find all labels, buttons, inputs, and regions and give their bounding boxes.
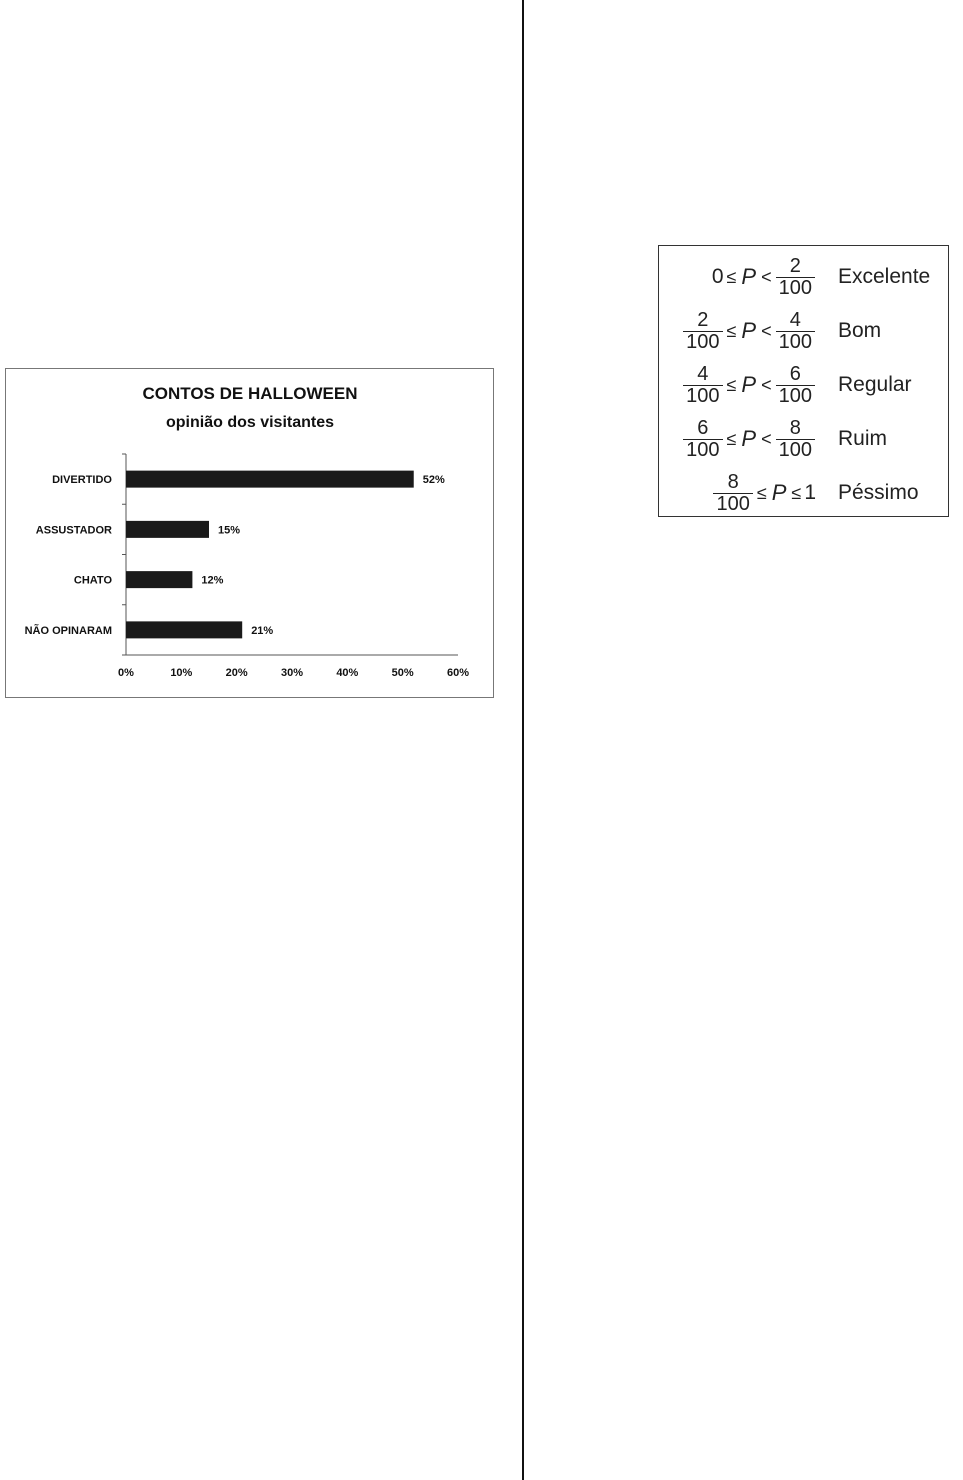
bar (126, 621, 242, 638)
lower-bound-fraction-denominator: 100 (683, 331, 722, 353)
bar-chart (5, 368, 494, 698)
interval-expression (682, 412, 816, 466)
upper-bound-fraction-denominator: 100 (776, 331, 815, 353)
rating-label: Regular (838, 373, 912, 396)
value-label: 12% (201, 574, 224, 587)
variable-p: P (741, 318, 757, 343)
x-tick-label: 50% (391, 667, 414, 679)
interval-expression (682, 358, 816, 412)
category-label: NÃO OPINARAM (24, 624, 112, 637)
value-label: 21% (251, 624, 274, 637)
x-tick-label: 10% (170, 667, 193, 679)
upper-bound-fraction-numerator: 4 (789, 308, 801, 331)
upper-bound-fraction-numerator: 2 (789, 254, 801, 277)
value-label: 15% (218, 524, 241, 537)
lower-bound-fraction-denominator: 100 (683, 439, 722, 461)
lower-bound-fraction-denominator: 100 (683, 385, 722, 407)
rating-row (659, 250, 948, 304)
operator: ≤ (756, 482, 767, 503)
bar (126, 471, 414, 488)
upper-bound-fraction-numerator: 6 (789, 362, 801, 385)
upper-bound-fraction (776, 418, 815, 461)
category-label: CHATO (73, 574, 112, 587)
lower-bound-fraction (683, 418, 722, 461)
rating-label: Ruim (838, 427, 888, 450)
bar (126, 521, 209, 538)
rating-row (659, 412, 948, 466)
rating-row (659, 466, 948, 520)
operator: < (761, 374, 772, 395)
upper-bound-fraction (776, 364, 815, 407)
upper-bound-fraction-denominator: 100 (776, 277, 815, 299)
rating-row (659, 304, 948, 358)
x-tick-label: 60% (446, 667, 470, 679)
variable-p: P (741, 264, 757, 289)
operator: ≤ (726, 374, 737, 395)
x-tick-label: 0% (118, 667, 134, 679)
operator: < (761, 320, 772, 341)
lower-bound-fraction-numerator: 6 (697, 416, 709, 439)
variable-p: P (741, 426, 757, 451)
operator: ≤ (791, 482, 802, 503)
operator: ≤ (726, 320, 737, 341)
operator: < (761, 266, 772, 287)
variable-p: P (771, 480, 787, 505)
interval-expression (712, 466, 816, 520)
value-label: 52% (422, 474, 445, 487)
variable-p: P (741, 372, 757, 397)
lower-bound-fraction-numerator: 4 (697, 362, 709, 385)
chart-canvas (6, 369, 493, 697)
rating-table (658, 245, 949, 517)
lower-bound-fraction (713, 472, 752, 515)
rating-row (659, 358, 948, 412)
lower-bound-fraction-numerator: 8 (727, 470, 739, 493)
column-divider (522, 0, 524, 1480)
upper-bound-fraction (776, 310, 815, 353)
operator: ≤ (726, 428, 737, 449)
category-label: DIVERTIDO (52, 474, 112, 487)
lower-bound-fraction (683, 310, 722, 353)
operator: < (761, 428, 772, 449)
operator: ≤ (726, 266, 737, 287)
interval-expression (712, 250, 816, 304)
chart-title: CONTOS DE HALLOWEEN (142, 384, 358, 403)
bar (126, 571, 192, 588)
rating-label: Péssimo (838, 481, 919, 504)
upper-bound-fraction-numerator: 8 (789, 416, 801, 439)
upper-bound-fraction-denominator: 100 (776, 385, 815, 407)
x-tick-label: 20% (225, 667, 248, 679)
rating-label: Excelente (838, 265, 931, 288)
upper-bound-fraction-denominator: 100 (776, 439, 815, 461)
upper-bound-fraction (776, 256, 815, 299)
interval-expression (682, 304, 816, 358)
x-tick-label: 40% (336, 667, 359, 679)
upper-bound: 1 (804, 481, 816, 504)
chart-subtitle: opinião dos visitantes (165, 414, 335, 431)
lower-bound-fraction-numerator: 2 (697, 308, 709, 331)
x-tick-label: 30% (280, 667, 304, 679)
rating-label: Bom (838, 319, 882, 342)
lower-bound-fraction (683, 364, 722, 407)
lower-bound-fraction-denominator: 100 (713, 493, 752, 515)
lower-bound: 0 (711, 265, 724, 288)
category-label: ASSUSTADOR (35, 524, 112, 537)
